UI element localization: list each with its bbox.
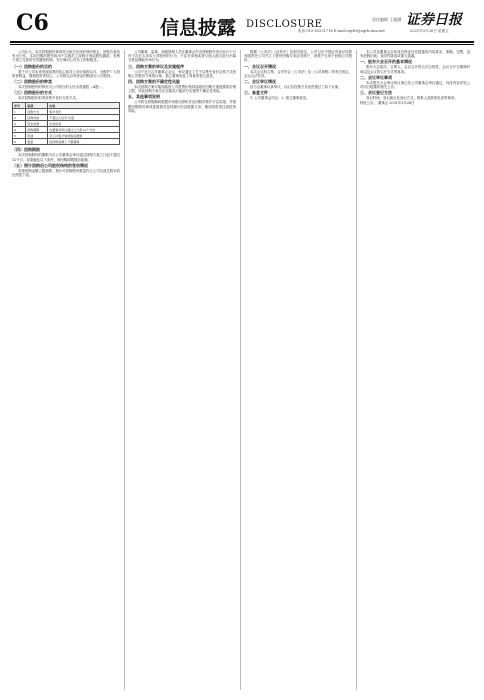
section-heading: 四、回购方案的不确定性风险 bbox=[128, 79, 180, 85]
column-1 bbox=[12, 50, 120, 690]
section-heading: （四）回购期限 bbox=[12, 147, 40, 153]
body-paragraph: 公司于近日召开董事会会议，审议通过了关于以集中竞价交易方式回购公司股份方案的议案，独立董事发表了同意的独立意见。 bbox=[128, 69, 236, 78]
table-cell: 回购期限 bbox=[26, 127, 48, 133]
body-paragraph: 基于对公司未来发展前景的信心和对公司价值的认可，为维护广大投资者利益，增强投资者信心，公司拟以自有资金回购部分公司股份。 bbox=[12, 69, 120, 78]
table-cell: 用途 bbox=[26, 133, 48, 139]
body-paragraph: 本次回购方案可能面临因公司股票价格持续超出回购方案披露的价格上限，导致回购方案无法实施或只能部分实施等不确定性风险。 bbox=[128, 85, 236, 94]
table-header-cell: 事项 bbox=[26, 103, 48, 109]
table-cell: 集中竞价 bbox=[48, 109, 120, 115]
section-heading: 二、会议审议事项 bbox=[360, 74, 392, 80]
section-heading: 一、会议召开情况 bbox=[244, 63, 276, 69]
body-paragraph: 根据《公司法》《证券法》及相关规定，公司已在中国证券登记结算有限责任公司开立了股份回购专用证券账户，该账户仅用于回购公司股份。 bbox=[244, 50, 352, 63]
page-header bbox=[10, 8, 474, 40]
section-title-en: DISCLOSURE bbox=[246, 19, 323, 30]
issue-date: 2021年3月26日 星期五 bbox=[410, 29, 449, 33]
body-paragraph: 股东大会届次、召集人、会议召开的合法合规性、会议召开日期和时间以及会议的召开方式等事项。 bbox=[360, 65, 470, 74]
table-cell: 资金来源 bbox=[26, 121, 48, 127]
body-paragraph: 公司董事、监事、高级管理人员在董事会作出回购股份决议前六个月内不存在买卖本公司股份的行为，不存在单独或者与他人联合进行内幕交易及操纵市场行为。 bbox=[128, 50, 236, 63]
body-paragraph: 公司认为，本次回购股份事项符合相关法律法规的规定，回购方案具有可行性。本次回购的股份将用于实施员工持股计划或股权激励，有利于建立完善的长效激励机制，充分调动公司员工的积极性。 bbox=[12, 50, 120, 63]
column-4 bbox=[360, 50, 470, 690]
table-header-cell: 内容 bbox=[48, 103, 120, 109]
section-heading: 五、其他事项说明 bbox=[128, 94, 160, 100]
table-cell: 回购价格 bbox=[26, 115, 48, 121]
table-cell: 自董事会审议通过之日起12个月内 bbox=[48, 127, 120, 133]
table-cell: 1 bbox=[13, 109, 26, 115]
column-divider bbox=[356, 50, 357, 690]
body-paragraph: 1. 公司董事会决议；2. 独立董事意见。 bbox=[250, 96, 310, 101]
section-heading: 三、备查文件 bbox=[244, 90, 268, 96]
body-paragraph: 本次会议的召集、召开符合《公司法》及《公司章程》的有关规定，会议合法有效。 bbox=[244, 69, 352, 78]
column-2 bbox=[128, 50, 236, 690]
table-cell: 3 bbox=[13, 121, 26, 127]
table-cell: 2 bbox=[13, 115, 26, 121]
table-cell: 数量 bbox=[26, 139, 48, 145]
section-heading: （三）回购股份的方式 bbox=[12, 90, 52, 96]
table-cell: 按回购金额上下限测算 bbox=[48, 139, 120, 145]
editor-credit: 责任编辑 王雅涵 bbox=[372, 17, 402, 22]
section-title-cn: 信息披露 bbox=[160, 17, 237, 39]
header-rule-thin bbox=[10, 44, 474, 45]
body-paragraph: 公司将在回购期间根据市场情况择机作出回购决策并予以实施，并根据回购股份事项进展情况及时履行信息披露义务，敬请投资者注意投资风险。 bbox=[128, 100, 236, 113]
section-heading: （二）回购股份的种类 bbox=[12, 79, 52, 85]
body-paragraph: 经与会董事认真审议，以记名投票方式表决通过了如下议案。 bbox=[250, 85, 342, 90]
section-heading: 三、会议登记方法 bbox=[360, 90, 392, 96]
section-heading: （五）预计回购后公司股权结构的变动情况 bbox=[12, 162, 88, 168]
table-cell: 6 bbox=[13, 139, 26, 145]
body-paragraph: 登记时间、登记地点及登记方式，联系人及联系电话等事项。 bbox=[366, 96, 458, 101]
body-paragraph: 若按回购金额上限测算，预计可回购股份数量约占公司目前总股本的比例见下表。 bbox=[12, 168, 120, 178]
announcement-footer: 特此公告。 董事会 2021年3月26日 bbox=[360, 101, 415, 106]
newspaper-logo: 证券日报 bbox=[406, 12, 462, 28]
body-paragraph: 本次回购股份拟采用集中竞价交易方式。 bbox=[18, 96, 80, 101]
data-table bbox=[12, 102, 120, 145]
page-number: C6 bbox=[16, 10, 49, 36]
column-divider bbox=[124, 50, 125, 690]
column-divider bbox=[240, 50, 241, 690]
body-paragraph: 本次回购股份的期限为自公司董事会审议通过回购方案之日起不超过12个月。如果触及以下条件，则回购期限提前届满。 bbox=[12, 153, 120, 162]
section-heading: 二、会议审议情况 bbox=[244, 79, 276, 85]
table-cell: 员工持股计划或股权激励 bbox=[48, 133, 120, 139]
article-columns bbox=[12, 50, 472, 690]
table-row bbox=[13, 139, 120, 145]
body-paragraph: 本次回购股份的种类为公司发行的人民币普通股（A股）。 bbox=[18, 85, 106, 90]
body-paragraph: 本公司及董事会全体成员保证信息披露的内容真实、准确、完整，没有虚假记载、误导性陈述或重大遗漏。 bbox=[360, 50, 470, 59]
table-cell: 自有资金 bbox=[48, 121, 120, 127]
section-heading: 一、股东大会召开的基本情况 bbox=[360, 59, 412, 65]
table-header-cell: 序号 bbox=[13, 103, 26, 109]
section-heading: （一）回购股份的目的 bbox=[12, 63, 52, 69]
header-rule-thick bbox=[10, 41, 474, 43]
body-paragraph: 本次股东大会审议的议案已经公司董事会审议通过，具体内容详见公司同日披露的相关公告。 bbox=[360, 80, 470, 90]
section-heading: 三、回购方案的审议及实施程序 bbox=[128, 63, 184, 69]
table-cell: 不超过人民币元/股 bbox=[48, 115, 120, 121]
table-cell: 回购方式 bbox=[26, 109, 48, 115]
table-cell: 5 bbox=[13, 133, 26, 139]
contact-line: 电话:010-83251716 E-mail:zqrb9@zqrb.sina.net bbox=[298, 29, 385, 33]
table-cell: 4 bbox=[13, 127, 26, 133]
column-3 bbox=[244, 50, 352, 690]
